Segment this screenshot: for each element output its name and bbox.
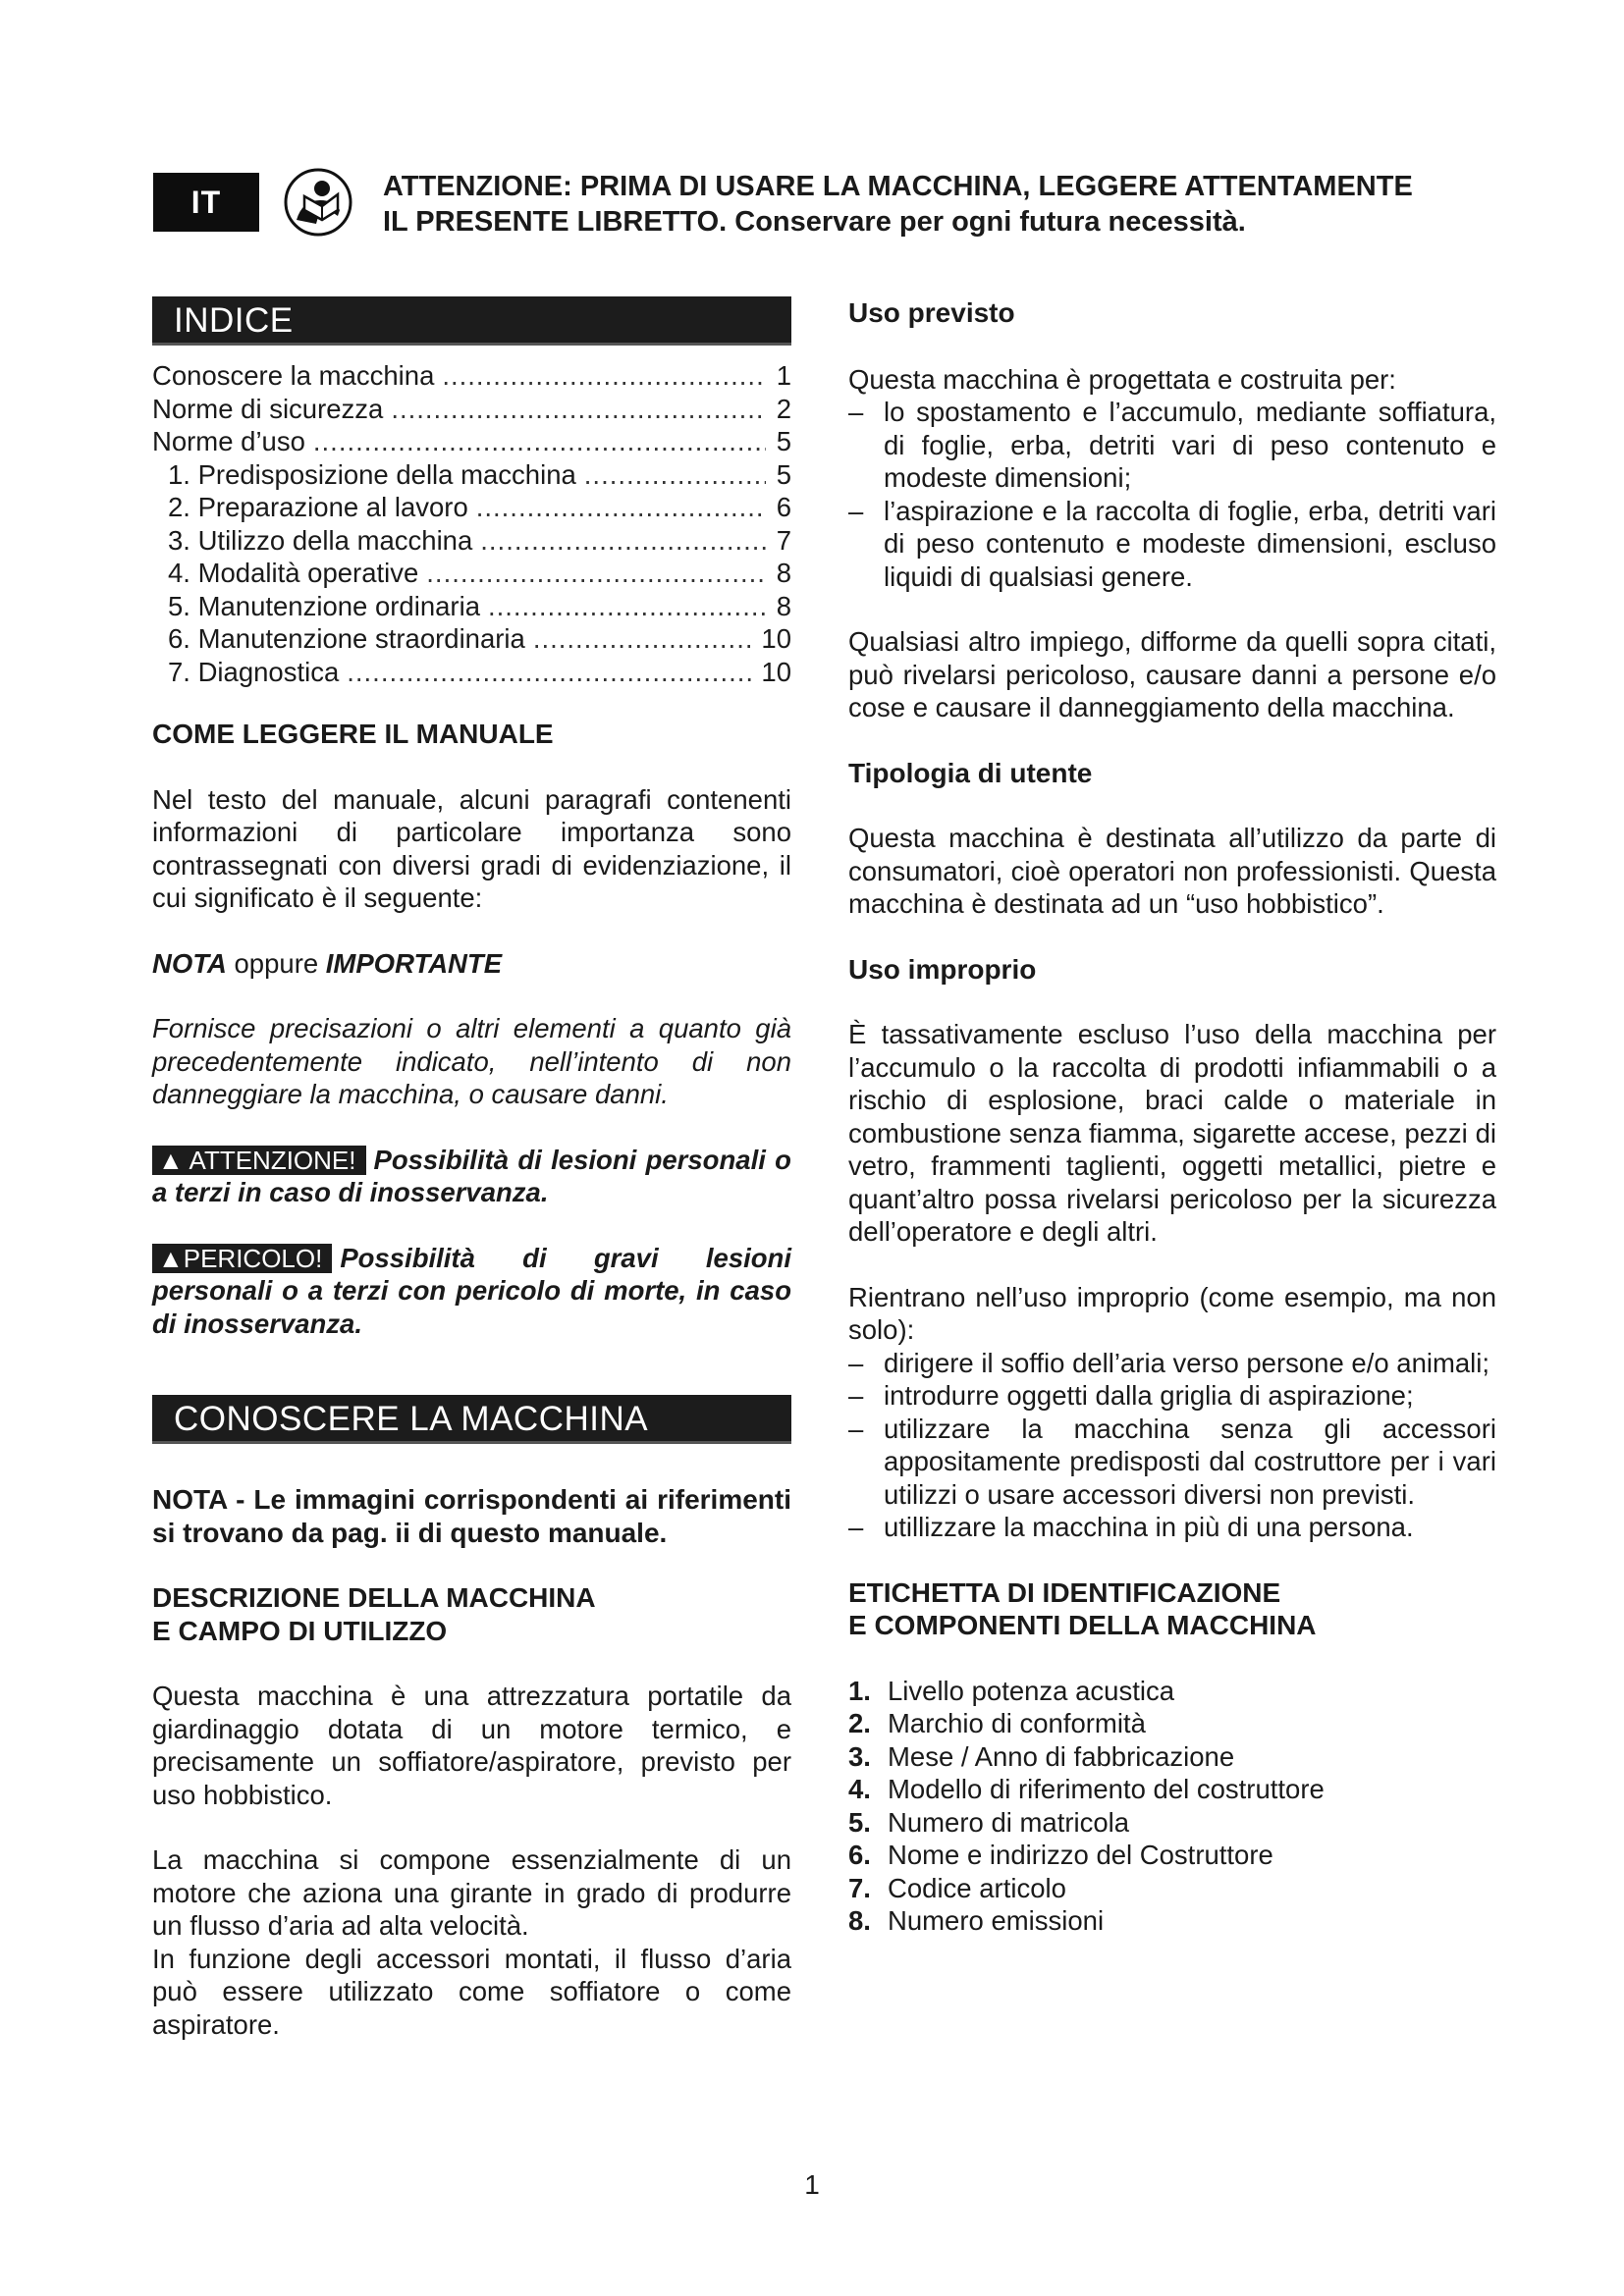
description-heading: DESCRIZIONE DELLA MACCHINA E CAMPO DI UTILIZZO [152,1582,596,1646]
list-item: 6. Nome e indirizzo del Costruttore [848,1840,1273,1870]
machine-description-para-1: Questa macchina è una attrezzatura portatile da giardinaggio dotata di un motore termico, e precisamente un soffiatore/aspiratore, previsto per uso hobbistico. [152,1681,791,1810]
attenzione-description: Possibilità di lesioni personali o a terzi in caso di inosservanza. [152,1144,791,1207]
toc-item[interactable]: 6. Manutenzione straordinaria ..... 10 [152,622,791,656]
toc-item[interactable]: 4. Modalità operative ..... 8 [152,557,791,590]
machine-description-para-3: In funzione degli accessori montati, il flusso d’aria può essere utilizzato come soffiatore o come aspiratore. [152,1943,791,2040]
list-item: 1. Livello potenza acustica [848,1675,1174,1706]
user-type-heading: Tipologia di utente [848,757,1093,788]
images-note: NOTA - Le immagini corrispondenti ai riferimenti si trovano da pag. ii di questo manuale. [152,1484,791,1548]
right-column [848,296,1496,1938]
nota-label: NOTA [152,947,227,979]
nota-description: Fornisce precisazioni o altri elementi a quanto già precedentemente indicato, nell’intento di non danneggiare la macchina, o causare danni. [152,1013,791,1109]
label-components-list [848,1675,1496,1938]
list-item: 4. Modello di riferimento del costruttore [848,1774,1325,1804]
danger-triangle-icon: ▲ [158,1243,184,1273]
toc-item[interactable]: 7. Diagnostica ..... 10 [152,656,791,689]
how-to-read-intro: Nel testo del manuale, alcuni paragrafi contenenti informazioni di particolare importanza sono contrassegnati con diversi gradi di evidenziazione, il cui significato è il seguente: [152,783,791,913]
list-item: – l’aspirazione e la raccolta di foglie, erba, detriti vari di peso contenuto e modeste dimensioni, escluso liquidi di qualsiasi genere. [848,495,1496,592]
attenzione-label: ▲ ATTENZIONE! [152,1146,366,1175]
list-item: 3. Mese / Anno di fabbricazione [848,1740,1235,1772]
list-item: – dirigere il soffio dell’aria verso persone e/o animali; [848,1347,1490,1378]
table-of-contents [152,359,791,688]
left-column [152,296,791,2041]
list-item: 7. Codice articolo [848,1872,1066,1903]
importante-label: IMPORTANTE [325,947,503,979]
toc-item[interactable]: 3. Utilizzo della macchina ..... 7 [152,524,791,558]
intended-use-warning: Qualsiasi altro impiego, difforme da quelli sopra citati, può rivelarsi pericoloso, causare danni a persone e/o cose e causare il danneggiamento della macchina. [848,626,1496,722]
index-title: INDICE [152,296,791,346]
improper-use-text: È tassativamente escluso l’uso della macchina per l’accumulo o la raccolta di prodotti infiammabili o a rischio di esplosione, braci calde o materiale in combustione senza fiamma, sigarette accese, pezzi di vetro, frammenti taglienti, oggetti metallici, pietre e quant’altro possa rivelarsi pericoloso per la sicurezza dell’operatore e degli altri. [848,1019,1496,1247]
list-item: 8. Numero emissioni [848,1905,1105,1936]
read-manual-warning [383,169,1512,240]
list-item: 2. Marchio di conformità [848,1708,1146,1738]
toc-item[interactable]: 1. Predisposizione della macchina ..... 5 [152,458,791,492]
list-item: – lo spostamento e l’accumulo, mediante soffiatura, di foglie, erba, detriti vari di peso contenuto e modeste dimensioni; [848,397,1496,493]
read-manual-icon [283,167,353,238]
oppure-text: oppure [234,947,319,979]
warning-triangle-icon: ▲ [158,1145,189,1175]
how-to-read-heading: COME LEGGERE IL MANUALE [152,719,554,749]
list-item: – utilizzare la macchina senza gli accessori appositamente predisposti dal costruttore per i vari utilizzi o usare accessori diversi non previsti. [848,1413,1496,1510]
improper-use-heading: Uso improprio [848,953,1037,985]
nota-importante-line [152,947,791,981]
warning-line-2: IL PRESENTE LIBRETTO. Conservare per ogni futura necessità. [383,206,1246,238]
intended-use-heading: Uso previsto [848,297,1015,328]
attenzione-block [152,1144,791,1209]
improper-use-intro: Rientrano nell’uso improprio (come esempio, ma non solo): [848,1281,1496,1345]
toc-item[interactable]: Conoscere la macchina ..... 1 [152,359,791,393]
list-item: 5. Numero di matricola [848,1806,1130,1838]
know-machine-title: CONOSCERE LA MACCHINA [152,1395,791,1444]
pericolo-block [152,1242,791,1341]
pericolo-label: ▲PERICOLO! [152,1244,332,1273]
machine-description-para-2: La macchina si compone essenzialmente di un motore che aziona una girante in grado di produrre un flusso d’aria ad alta velocità. [152,1844,791,1941]
pericolo-description: Possibilità di gravi lesioni personali o a terzi con pericolo di morte, in caso di inosservanza. [152,1242,791,1339]
user-type-text: Questa macchina è destinata all’utilizzo da parte di consumatori, cioè operatori non professionisti. Questa macchina è destinata ad un “uso hobbistico”. [848,823,1496,919]
label-section-heading: ETICHETTA DI IDENTIFICAZIONE E COMPONENTI DELLA MACCHINA [848,1576,1317,1640]
toc-item[interactable]: Norme d’uso ..... 5 [152,425,791,458]
list-item: – utillizzare la macchina in più di una persona. [848,1512,1414,1542]
page-number: 1 [804,2169,820,2200]
toc-item[interactable]: 5. Manutenzione ordinaria ..... 8 [152,590,791,623]
warning-line-1: ATTENZIONE: PRIMA DI USARE LA MACCHINA, LEGGERE ATTENTAMENTE [383,171,1413,202]
toc-item[interactable]: Norme di sicurezza ..... 2 [152,393,791,426]
language-badge: IT [153,173,259,232]
intended-use-intro: Questa macchina è progettata e costruita per: [848,363,1396,395]
list-item: – introdurre oggetti dalla griglia di aspirazione; [848,1380,1414,1411]
toc-item[interactable]: 2. Preparazione al lavoro ..... 6 [152,491,791,524]
